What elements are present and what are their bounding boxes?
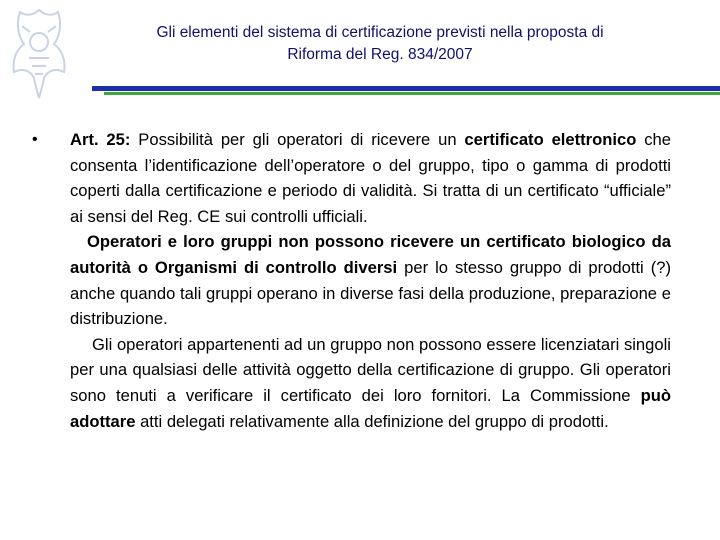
emblem-icon: [2, 2, 76, 102]
header-rule-green: [104, 92, 720, 95]
p2-bold-1: Operatori e loro gruppi non possono ricevere un certificato biologico da autorità o Organismi di controllo diversi: [70, 232, 671, 277]
p3-text-1: Gli operatori appartenenti ad un gruppo non possono essere licenziatari singoli per una qualsiasi delle attività oggetto della certificazione di gruppo. Gli operatori sono tenuti a verificare il certificato dei loro fornitori. La Commissione: [70, 334, 671, 405]
p1-text-2: che consenta l’identificazione dell’operatore o del gruppo, tipo o gamma di prodotti coperti dalla certificazione e periodo di validità. Si tratta di un certificato “ufficiale” ai sensi del Reg. CE sui controlli ufficiali.: [70, 130, 671, 226]
header-rule-blue: [92, 86, 720, 91]
title-line-1: Gli elementi del sistema di certificazione previsti nella proposta di: [156, 24, 604, 41]
p3-text-2: atti delegati relativamente alla definizione del gruppo di prodotti.: [135, 411, 609, 431]
p1-text-1: Possibilità per gli operatori di ricevere un: [130, 130, 465, 149]
p2-text-1: per lo stesso gruppo di prodotti (?) anche quando tali gruppi operano in diverse fasi della produzione, preparazione e distribuzione.: [70, 257, 671, 329]
article-label: Art. 25:: [70, 130, 131, 149]
p3-bold-1: può adottare: [70, 385, 671, 431]
bullet-marker: •: [32, 131, 38, 148]
paragraph-group: [70, 332, 671, 434]
page-title: [80, 22, 680, 66]
paragraph-operators: [70, 229, 671, 331]
body-text: [70, 127, 671, 434]
title-line-2: Riforma del Reg. 834/2007: [287, 46, 473, 63]
paragraph-art25: [70, 127, 671, 229]
p1-bold-1: certificato elettronico: [464, 130, 637, 149]
